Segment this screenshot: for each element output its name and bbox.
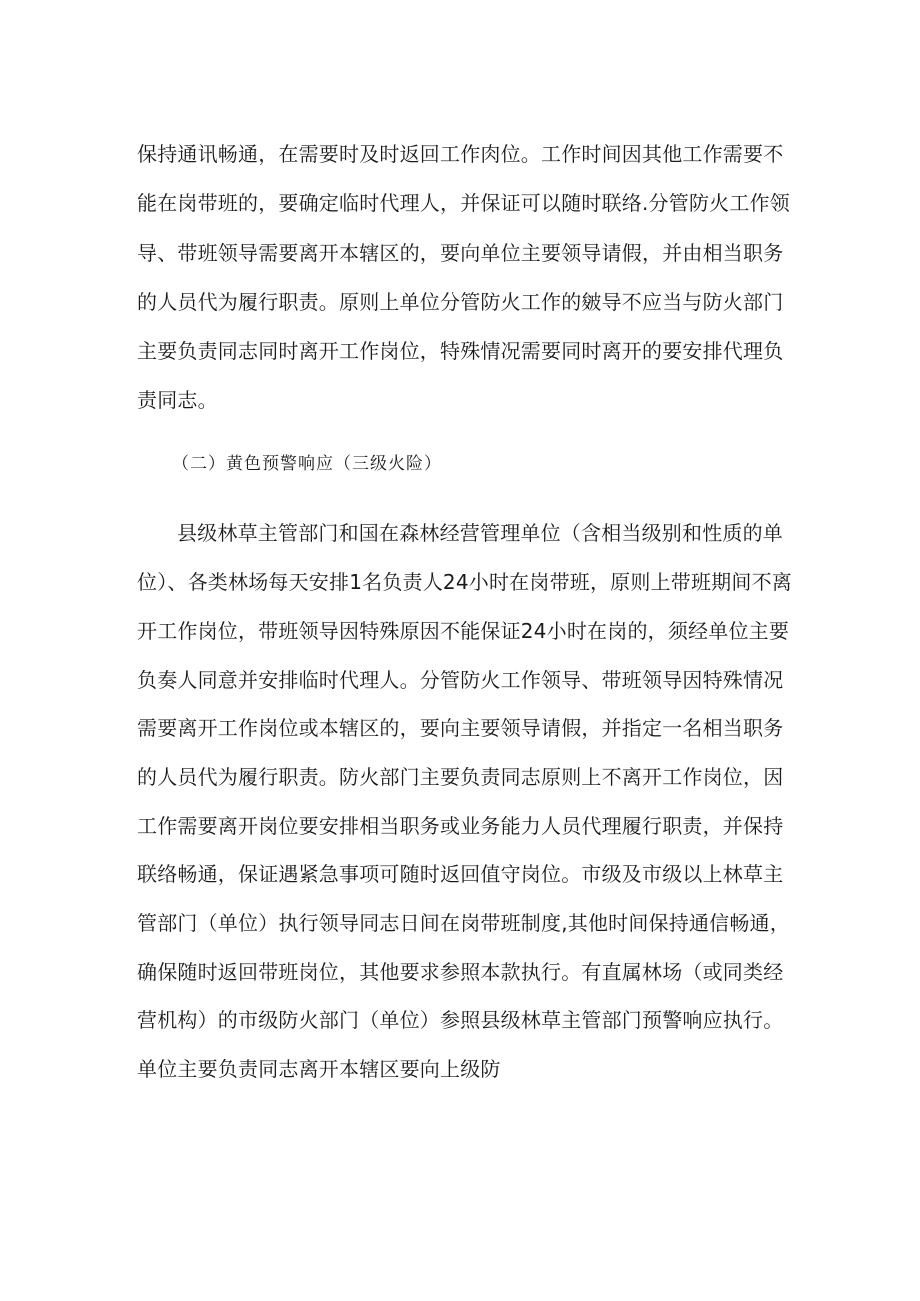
text-line: 联络畅通，保证遇紧急事项可随时返回值守岗位。市级及市级以上林草主 [137,862,784,886]
text-line: 导、带班领导需要离开本辖区的，要向单位主要领导请假，并由相当职务 [137,241,784,265]
text-line: 责同志。 [137,388,218,412]
section-heading: （二）黄色预警响应（三级火险） [172,454,442,474]
text-line: 营机构）的市级防火部门（单位）参照县级林草主管部门预警响应执行。 [137,1008,784,1032]
text-line: 主要负责同志同时离开工作岗位，特殊情况需要同时离开的要安排代理负 [137,339,784,363]
text-line: 的人员代为履行职责。防火部门主要负责同志原则上不离开工作岗位，因 [137,765,784,789]
text-line: 工作需要离开岗位要安排相当职务或业务能力人员代理履行职责，并保持 [137,814,784,838]
text-line: 负奏人同意并安排临时代理人。分管防火工作领导、带班领导因特殊情况 [137,668,784,692]
text-line: 管部门（单位）执行领导同志日间在岗带班制度,其他时间保持通信畅通， [137,911,790,935]
text-line: 位）、各类林场每天安排1名负责人24小时在岗带班，原则上带班期间不离 [137,570,792,594]
text-line: 需要离开工作岗位或本辖区的，要向主要领导请假，并指定一名相当职务 [137,716,784,740]
text-line: 县级林草主管部门和国在森林经营管理单位（含相当级别和性质的单 [177,521,783,545]
text-line: 开工作岗位，带班领导因特殊原因不能保证24小时在岗的，须经单位主要 [137,619,790,643]
text-line: 的人员代为履行职责。原则上单位分管防火工作的皴导不应当与防火部门 [137,290,784,314]
text-line: 确保随时返回带班岗位，其他要求参照本款执行。有直属林场（或同类经 [137,960,784,984]
text-line: 保持通讯畅通，在需要时及时返回工作肉位。工作时间因其他工作需要不 [137,142,784,166]
text-line: 能在岗带班的，要确定临时代理人，并保证可以随时联络.分管防火工作领 [137,191,790,215]
text-line: 单位主要负责同志离开本辖区要向上级防 [137,1057,501,1081]
